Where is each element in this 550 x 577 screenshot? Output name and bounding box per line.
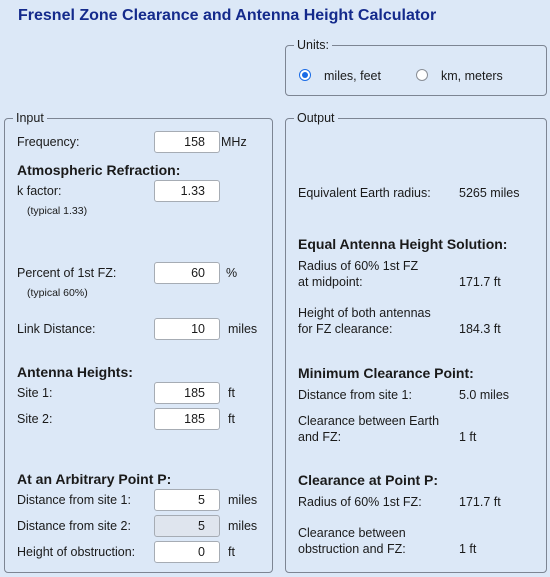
radio-km-meters[interactable]	[416, 69, 428, 81]
units-legend: Units:	[297, 38, 329, 52]
clearance-point-p-heading: Clearance at Point P:	[298, 472, 439, 488]
obstruction-clearance-label-line2: obstruction and FZ:	[298, 542, 406, 556]
percent-fz-label: Percent of 1st FZ:	[17, 266, 117, 280]
input-legend: Input	[16, 111, 44, 125]
frequency-unit: MHz	[221, 135, 247, 149]
distance-site1-input[interactable]: 5	[154, 489, 220, 511]
min-clearance-distance-label: Distance from site 1:	[298, 388, 412, 402]
minimum-clearance-heading: Minimum Clearance Point:	[298, 365, 474, 381]
earth-clearance-value: 1 ft	[459, 430, 477, 444]
earth-clearance-label	[298, 413, 439, 445]
antenna-height-label-line1: Height of both antennas	[298, 306, 431, 320]
radio-miles-feet-label[interactable]: miles, feet	[324, 69, 381, 83]
antenna-height-value: 184.3 ft	[459, 322, 501, 336]
earth-clearance-label-line2: and FZ:	[298, 430, 342, 444]
radio-km-meters-label[interactable]: km, meters	[441, 69, 503, 83]
earth-radius-value: 5265 miles	[459, 186, 520, 200]
page-title: Fresnel Zone Clearance and Antenna Height Calculator	[18, 7, 437, 24]
midpoint-radius-label-line1: Radius of 60% 1st FZ	[298, 259, 419, 273]
antenna-heights-heading: Antenna Heights:	[17, 364, 133, 380]
min-clearance-distance-value: 5.0 miles	[459, 388, 510, 402]
radio-miles-feet[interactable]	[299, 69, 311, 81]
obstruction-height-unit: ft	[228, 545, 235, 559]
arbitrary-point-heading: At an Arbitrary Point P:	[17, 471, 172, 487]
antenna-height-label-line2: for FZ clearance:	[298, 322, 393, 336]
midpoint-radius-label-line2: at midpoint:	[298, 275, 363, 289]
midpoint-radius-value: 171.7 ft	[459, 275, 501, 289]
earth-radius-label: Equivalent Earth radius:	[298, 186, 431, 200]
earth-clearance-label-line1: Clearance between Earth	[298, 414, 440, 428]
k-factor-label: k factor:	[17, 184, 62, 198]
site2-unit: ft	[228, 412, 235, 426]
site2-height-input[interactable]: 185	[154, 408, 220, 430]
antenna-height-label	[298, 305, 431, 337]
output-legend: Output	[297, 111, 335, 125]
obstruction-height-label: Height of obstruction:	[17, 545, 136, 559]
link-distance-label: Link Distance:	[17, 322, 96, 336]
equal-height-heading: Equal Antenna Height Solution:	[298, 236, 508, 252]
obstruction-clearance-value: 1 ft	[459, 542, 477, 556]
frequency-input[interactable]: 158	[154, 131, 220, 153]
obstruction-clearance-label-line1: Clearance between	[298, 526, 406, 540]
site2-label: Site 2:	[17, 412, 53, 426]
percent-fz-input[interactable]: 60	[154, 262, 220, 284]
site1-height-input[interactable]: 185	[154, 382, 220, 404]
point-p-radius-label: Radius of 60% 1st FZ:	[298, 495, 422, 509]
percent-fz-hint: (typical 60%)	[27, 287, 88, 299]
distance-site2-readonly-field: 5	[154, 515, 220, 537]
distance-site1-unit: miles	[228, 493, 258, 507]
units-group	[285, 38, 547, 96]
distance-site1-label: Distance from site 1:	[17, 493, 131, 507]
atmospheric-refraction-heading: Atmospheric Refraction:	[17, 162, 181, 178]
distance-site2-unit: miles	[228, 519, 258, 533]
frequency-label: Frequency:	[17, 135, 80, 149]
link-distance-unit: miles	[228, 322, 258, 336]
percent-fz-unit: %	[226, 266, 238, 280]
k-factor-input[interactable]: 1.33	[154, 180, 220, 202]
obstruction-height-input[interactable]: 0	[154, 541, 220, 563]
k-factor-hint: (typical 1.33)	[27, 205, 88, 217]
site1-unit: ft	[228, 386, 235, 400]
midpoint-radius-label	[298, 258, 418, 290]
link-distance-input[interactable]: 10	[154, 318, 220, 340]
obstruction-clearance-label	[298, 525, 406, 557]
point-p-radius-value: 171.7 ft	[459, 495, 501, 509]
distance-site2-label: Distance from site 2:	[17, 519, 131, 533]
site1-label: Site 1:	[17, 386, 53, 400]
